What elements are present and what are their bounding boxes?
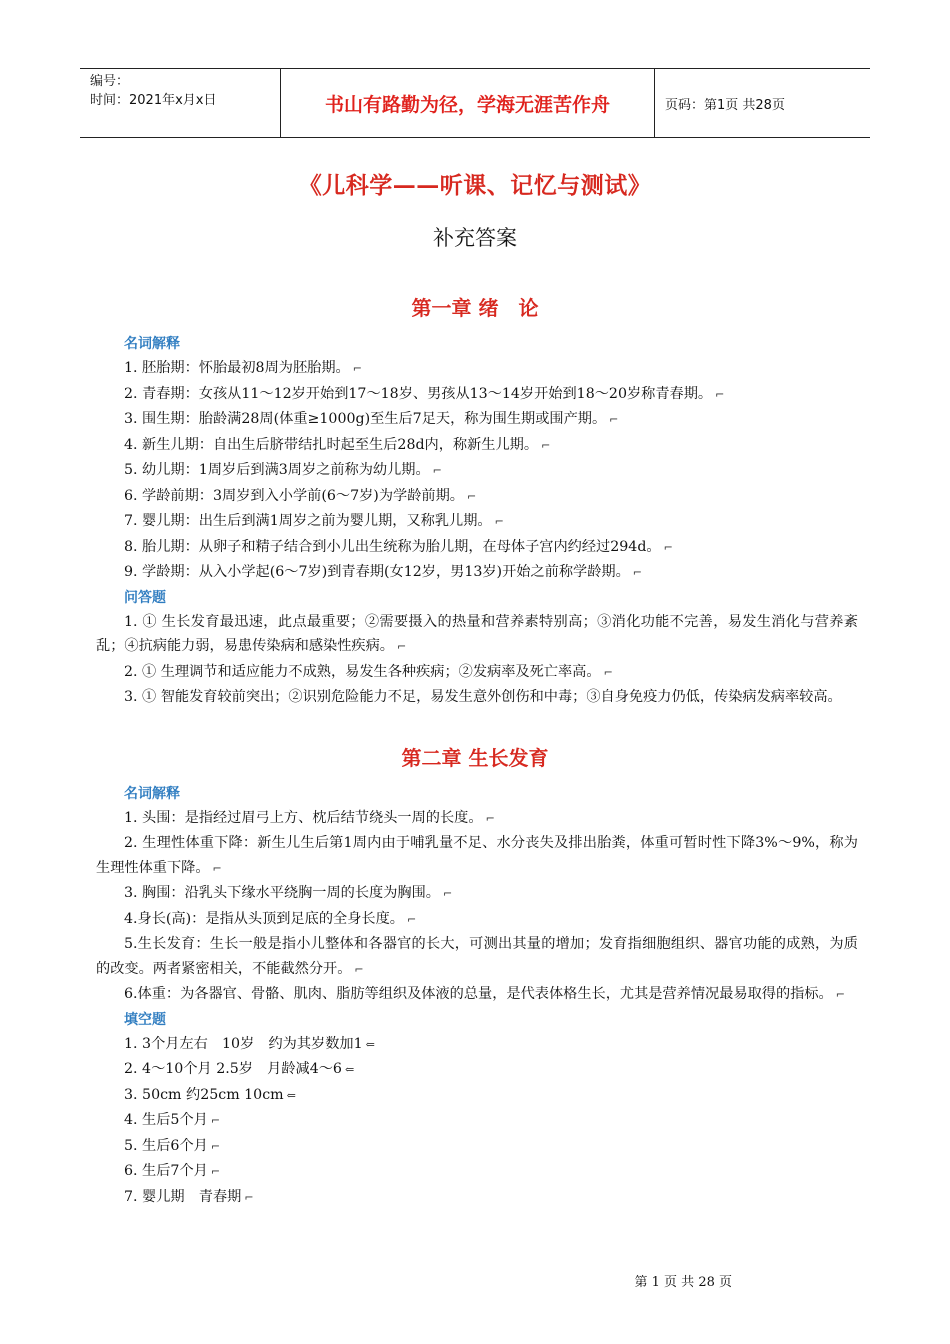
list-item: 1. 3个月左右 10岁 约为其岁数加1 ⇐: [124, 1035, 375, 1052]
list-item: 3. ① 智能发育较前突出；②识别危险能力不足，易发生意外创伤和中毒；③自身免疫力仍低，传染病发病率较高。: [124, 689, 842, 705]
section-heading: 名词解释: [124, 785, 180, 802]
header-date: 时间：2021年x月x日: [90, 93, 217, 108]
header-number-label: 编号：: [90, 74, 130, 89]
list-item: 8. 胎儿期：从卵子和精子结合到小儿出生统称为胎儿期，在母体子宫内约经过294d。 ⌐: [124, 538, 673, 555]
list-item: 3. 胸围：沿乳头下缘水平绕胸一周的长度为胸围。 ⌐: [124, 885, 453, 901]
header-page-info: 页码：第1页 共28页: [665, 97, 785, 113]
document-title: 《儿科学——听课、记忆与测试》: [298, 172, 652, 199]
list-item: 6. 生后7个月 ⌐: [124, 1163, 221, 1179]
list-item: 3. 围生期：胎龄满28周(体重≥1000g)至生后7足天，称为围生期或围产期。 ⌐: [124, 411, 619, 427]
page-header: [80, 68, 870, 138]
chapter-title: 第二章 生长发育: [401, 745, 549, 770]
page-footer: [0, 1271, 950, 1290]
section-heading: 名词解释: [124, 336, 180, 352]
list-item: 2. 4～10个月 2.5岁 月龄减4～6 ⇐: [124, 1061, 355, 1077]
list-item: 5.生长发育：生长一般是指小儿整体和各器官的长大，可测出其量的增加；发育指细胞组织、器官功能的成熟，为质的改变。两者紧密相关，不能截然分开。 ⌐: [96, 936, 858, 977]
list-item: 2. 青春期：女孩从11～12岁开始到17～18岁、男孩从13～14岁开始到18～20岁称青春期。 ⌐: [124, 385, 725, 402]
list-item: 2. ① 生理调节和适应能力不成熟，易发生各种疾病；②发病率及死亡率高。 ⌐: [124, 663, 613, 680]
footer-page-number: 第 1 页 共 28 页: [634, 1275, 732, 1290]
list-item: 4. 新生儿期：自出生后脐带结扎时起至生后28d内，称新生儿期。 ⌐: [124, 436, 551, 453]
section-heading: 填空题: [124, 1011, 166, 1028]
header-meta: [80, 69, 281, 137]
list-item: 7. 婴儿期 青春期 ⌐: [124, 1188, 254, 1205]
list-item: 1. 胚胎期：怀胎最初8周为胚胎期。 ⌐: [124, 360, 362, 376]
list-item: 6. 学龄前期：3周岁到入小学前(6～7岁)为学龄前期。 ⌐: [124, 487, 477, 504]
document-subtitle: 补充答案: [433, 226, 517, 250]
list-item: 7. 婴儿期：出生后到满1周岁之前为婴儿期，又称乳儿期。 ⌐: [124, 513, 504, 529]
list-item: 5. 生后6个月 ⌐: [124, 1137, 221, 1154]
chapter-title: 第一章 绪 论: [411, 296, 539, 320]
section-heading: 问答题: [124, 589, 166, 606]
list-item: 6.体重：为各器官、骨骼、肌肉、脂肪等组织及体液的总量，是代表体格生长，尤其是营养情况最易取得的指标。 ⌐: [124, 986, 845, 1002]
list-item: 2. 生理性体重下降：新生儿生后第1周内由于哺乳量不足、水分丧失及排出胎粪，体重可暂时性下降3%～9%，称为生理性体重下降。 ⌐: [96, 835, 858, 876]
list-item: 9. 学龄期：从入小学起(6～7岁)到青春期(女12岁，男13岁)开始之前称学龄期。 ⌐: [124, 564, 643, 580]
list-item: 4.身长(高)：是指从头顶到足底的全身长度。 ⌐: [124, 910, 417, 927]
list-item: 5. 幼儿期：1周岁后到满3周岁之前称为幼儿期。 ⌐: [124, 462, 442, 478]
list-item: 1. ① 生长发育最迅速，此点最重要；②需要摄入的热量和营养素特别高；③消化功能不完善，易发生消化与营养紊乱；④抗病能力弱，易患传染病和感染性疾病。 ⌐: [96, 613, 858, 654]
document-body: [0, 290, 950, 1210]
list-item: 3. 50cm 约25cm 10cm ⇐: [124, 1086, 296, 1103]
list-item: 1. 头围：是指经过眉弓上方、枕后结节绕头一周的长度。 ⌐: [124, 809, 495, 826]
list-item: 4. 生后5个月 ⌐: [124, 1112, 221, 1128]
header-motto: 书山有路勤为径，学海无涯苦作舟: [281, 69, 655, 137]
